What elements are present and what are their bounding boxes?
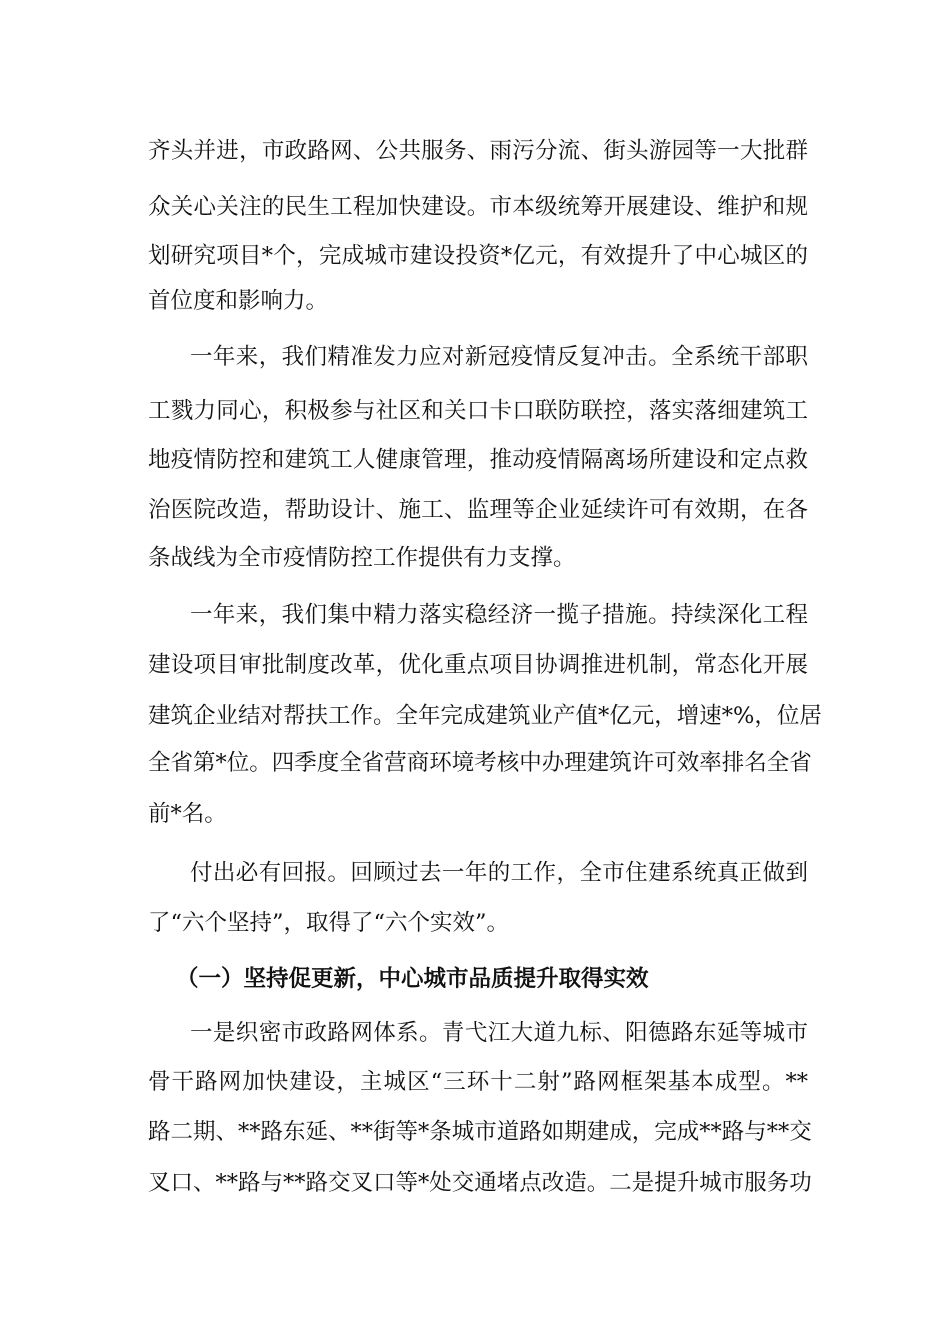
paragraph-line: 建筑企业结对帮扶工作。全年完成建筑业产值*亿元，增速*%，位居 (148, 703, 822, 729)
paragraph-line: 一是织密市政路网体系。青弋江大道九标、阳德路东延等城市 (190, 1020, 808, 1046)
paragraph-line: 地疫情防控和建筑工人健康管理，推动疫情隔离场所建设和定点救 (148, 447, 808, 473)
paragraph-line: 骨干路网加快建设，主城区“三环十二射”路网框架基本成型。** (148, 1069, 808, 1095)
paragraph-line: 工戮力同心，积极参与社区和关口卡口联防联控，落实落细建筑工 (148, 398, 808, 424)
paragraph-line: 前*名。 (148, 801, 227, 827)
paragraph-line: 叉口、**路与**路交叉口等*处交通堵点改造。二是提升城市服务功 (148, 1170, 812, 1196)
paragraph-line: 付出必有回报。回顾过去一年的工作，全市住建系统真正做到 (190, 860, 808, 886)
paragraph-line: 齐头并进，市政路网、公共服务、雨污分流、街头游园等一大批群 (148, 138, 808, 164)
section-heading: （一）坚持促更新，中心城市品质提升取得实效 (176, 966, 649, 992)
paragraph-line: 条战线为全市疫情防控工作提供有力支撑。 (148, 545, 576, 571)
paragraph-line: 一年来，我们精准发力应对新冠疫情反复冲击。全系统干部职 (190, 344, 808, 370)
paragraph-line: 了“六个坚持”，取得了“六个实效”。 (148, 910, 510, 936)
paragraph-line: 建设项目审批制度改革，优化重点项目协调推进机制，常态化开展 (148, 652, 808, 678)
paragraph-line: 划研究项目*个，完成城市建设投资*亿元，有效提升了中心城区的 (148, 243, 808, 269)
paragraph-line: 一年来，我们集中精力落实稳经济一揽子措施。持续深化工程 (190, 602, 808, 628)
paragraph-line: 众关心关注的民生工程加快建设。市本级统筹开展建设、维护和规 (148, 194, 808, 220)
paragraph-line: 全省第*位。四季度全省营商环境考核中办理建筑许可效率排名全省 (148, 750, 812, 776)
paragraph-line: 路二期、**路东延、**街等*条城市道路如期建成，完成**路与**交 (148, 1119, 812, 1145)
paragraph-line: 首位度和影响力。 (148, 288, 329, 314)
paragraph-line: 治医院改造，帮助设计、施工、监理等企业延续许可有效期，在各 (148, 497, 808, 523)
